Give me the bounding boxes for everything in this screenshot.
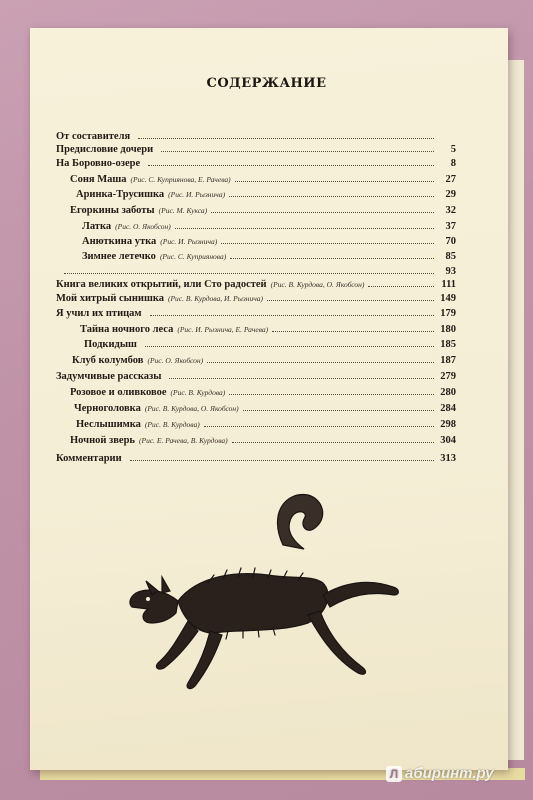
toc-entry-title: Розовое и оливковое: [70, 387, 167, 398]
toc-entry-credit: (Рис. И. Рызнича): [168, 190, 226, 199]
toc-entry-credit: (Рис. И. Рызнича, Е. Рачева): [177, 325, 269, 334]
toc-entry-title: Тайна ночного леса: [80, 324, 174, 335]
toc-entry: [56, 453, 456, 464]
toc-leader-dots: [230, 258, 434, 259]
toc-entry-credit: (Рис. В. Курдова, О. Якобсон): [270, 280, 365, 289]
toc-entry: [56, 293, 456, 304]
toc-entry-page: 37: [445, 221, 456, 232]
toc-entry-page: 149: [440, 293, 456, 304]
toc-entry: [56, 371, 456, 382]
toc-entry-title: Неслышимка: [76, 419, 141, 430]
toc-entry-page: 185: [440, 339, 456, 350]
toc-entry-page: 93: [445, 266, 456, 277]
toc-leader-dots: [204, 426, 434, 427]
toc-entry: [82, 236, 456, 247]
toc-leader-dots: [145, 346, 434, 347]
toc-leader-dots: [161, 151, 434, 152]
toc-entry-page: 187: [440, 355, 456, 366]
toc-entry-credit: (Рис. Е. Рачева, В. Курдова): [138, 436, 228, 445]
toc-entry-credit: (Рис. О. Якобсон): [115, 222, 171, 231]
toc-entry-page: 5: [450, 144, 456, 155]
toc-leader-dots: [130, 460, 434, 461]
toc-entry-credit: (Рис. В. Курдова, О. Якобсон): [144, 404, 239, 413]
toc-entry-title: Аринка-Трусишка: [76, 189, 165, 200]
toc-entry: [76, 419, 456, 430]
toc-entry-page: 70: [445, 236, 456, 247]
toc-entry-page: 111: [441, 279, 456, 290]
page-title: СОДЕРЖАНИЕ: [206, 76, 327, 91]
toc-entry-page: 280: [440, 387, 456, 398]
toc-entry-page: 279: [440, 371, 456, 382]
toc-entry-credit: (Рис. М. Кукса): [158, 206, 208, 215]
toc-entry: [56, 158, 456, 169]
toc-entry: [70, 435, 456, 446]
toc-entry-credit: (Рис. С. Куприянова): [159, 252, 227, 261]
toc-entry: [56, 266, 456, 277]
labirint-logo-icon: Л: [386, 766, 402, 782]
toc-leader-dots: [243, 410, 434, 411]
toc-entry: [74, 403, 456, 414]
toc-leader-dots: [138, 138, 434, 139]
toc-entry-page: 298: [440, 419, 456, 430]
toc-leader-dots: [232, 442, 434, 443]
toc-leader-dots: [211, 212, 434, 213]
toc-entry: [56, 144, 456, 155]
toc-entry-page: 284: [440, 403, 456, 414]
toc-leader-dots: [221, 243, 434, 244]
toc-entry-title: На Боровно-озере: [56, 158, 141, 169]
toc-entry-title: Мой хитрый сынишка: [56, 293, 164, 304]
toc-leader-dots: [235, 181, 434, 182]
toc-entry-title: Латка: [82, 221, 112, 232]
toc-entry-credit: (Рис. И. Рызнича): [160, 237, 218, 246]
toc-entry-title: Ночной зверь: [70, 435, 135, 446]
toc-entry-title: Зимнее летечко: [82, 251, 156, 262]
toc-entry: [70, 205, 456, 216]
toc-entry-page: 180: [440, 324, 456, 335]
toc-entry-title: Предисловие дочери: [56, 144, 154, 155]
toc-entry-title: Егоркины заботы: [70, 205, 155, 216]
toc-entry-page: 85: [445, 251, 456, 262]
toc-entry: [56, 131, 456, 142]
toc-leader-dots: [267, 300, 434, 301]
toc-leader-dots: [150, 315, 434, 316]
toc-entry: [70, 387, 456, 398]
toc-entry-page: 8: [450, 158, 456, 169]
toc-entry-credit: (Рис. О. Якобсон): [147, 356, 204, 365]
toc-leader-dots: [368, 286, 434, 287]
toc-leader-dots: [148, 165, 434, 166]
toc-entry-page: 27: [445, 174, 456, 185]
toc-entry-credit: (Рис. В. Курдова): [144, 420, 200, 429]
toc-leader-dots: [229, 394, 434, 395]
toc-entry-title: Клуб колумбов: [72, 355, 144, 366]
toc-leader-dots: [64, 273, 434, 274]
toc-entry: [70, 174, 456, 185]
toc-entry: [76, 189, 456, 200]
toc-entry-credit: (Рис. В. Курдова, И. Рызнича): [167, 294, 264, 303]
toc-entry: [56, 308, 456, 319]
toc-leader-dots: [229, 196, 434, 197]
toc-entry: [82, 221, 456, 232]
toc-entry: [84, 339, 456, 350]
toc-entry: [72, 355, 456, 366]
toc-leader-dots: [272, 331, 434, 332]
toc-entry-page: 32: [445, 205, 456, 216]
toc-entry-credit: (Рис. В. Курдова): [170, 388, 226, 397]
toc-entry-title: От составителя: [56, 131, 131, 142]
toc-entry-title: Анюткина утка: [82, 236, 157, 247]
toc-entry-title: Черноголовка: [74, 403, 141, 414]
labirint-watermark: Л абиринт.ру: [386, 765, 494, 782]
toc-entry-page: 313: [440, 453, 456, 464]
toc-entry: [80, 324, 456, 335]
toc-leader-dots: [175, 228, 434, 229]
dog-illustration: [118, 483, 418, 723]
toc-entry-title: Комментарии: [56, 453, 122, 464]
toc-leader-dots: [207, 362, 434, 363]
toc-entry-title: Я учил их птицам: [56, 308, 142, 319]
toc-entry-title: Задумчивые рассказы: [56, 371, 162, 382]
toc-entry-title: Подкидыш: [84, 339, 137, 350]
toc-entry-page: 179: [440, 308, 456, 319]
toc-leader-dots: [169, 378, 434, 379]
toc-entry: [82, 251, 456, 262]
toc-entry-page: 304: [440, 435, 456, 446]
toc-entry-title: Соня Маша: [70, 174, 127, 185]
toc-entry-title: Книга великих открытий, или Сто радостей: [56, 279, 267, 290]
toc-entry-credit: (Рис. С. Куприянова, Е. Рачева): [130, 175, 231, 184]
toc-entry: [56, 279, 456, 290]
toc-entry-page: 29: [445, 189, 456, 200]
